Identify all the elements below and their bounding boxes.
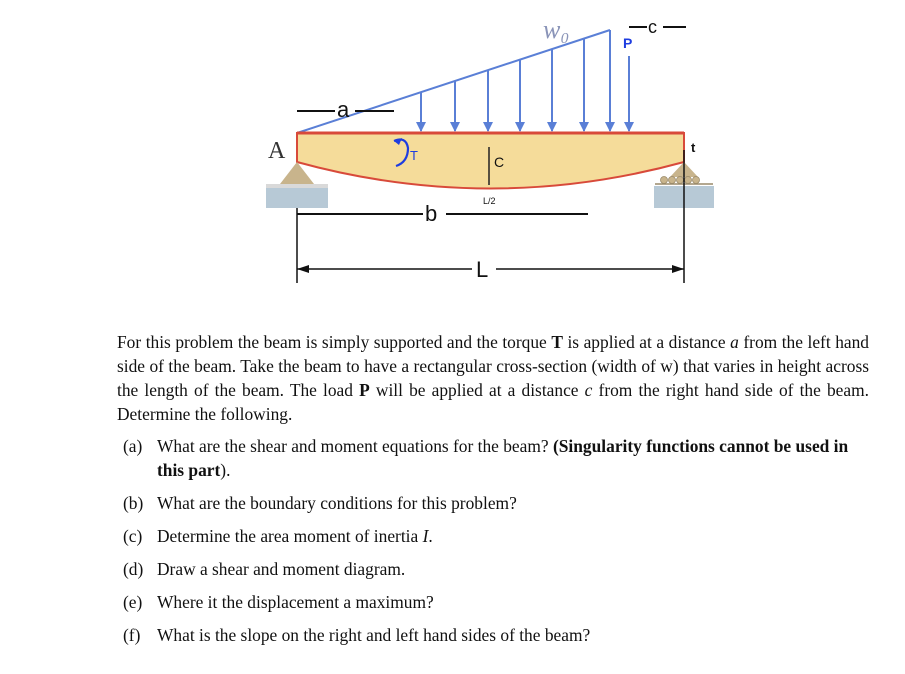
- label-a: a: [337, 97, 350, 122]
- question-a: (a) What are the shear and moment equations for the beam? (Singularity functions cannot be used in this part).: [123, 436, 849, 480]
- question-f: (f) What is the slope on the right and left hand sides of the beam?: [123, 625, 591, 645]
- pin-support: [266, 162, 328, 208]
- beam-diagram: [0, 0, 905, 300]
- tapered-beam: [297, 133, 684, 189]
- label-c: c: [648, 17, 657, 37]
- label-b: b: [425, 201, 438, 226]
- label-T: T: [410, 148, 418, 163]
- label-w0: w₀: [543, 15, 570, 44]
- question-c: (c) Determine the area moment of inertia I.: [123, 526, 433, 546]
- problem-statement: For this problem the beam is simply supported and the torque T is applied at a distance a from the left hand side of the beam. Take the beam to have a rectangular cross-section (width of w) that varies in height across the length of the beam. The load P will be applied at a distance c from the right hand side of the beam. Determine the following.: [117, 332, 869, 424]
- label-t: t: [691, 140, 696, 155]
- label-A: A: [268, 138, 286, 164]
- question-d: (d) Draw a shear and moment diagram.: [123, 559, 406, 579]
- label-half-L: L/2: [483, 196, 496, 206]
- question-b: (b) What are the boundary conditions for this problem?: [123, 493, 517, 513]
- label-P: P: [623, 35, 633, 51]
- label-C: C: [494, 154, 505, 170]
- question-e: (e) Where it the displacement a maximum?: [123, 592, 434, 612]
- label-L: L: [476, 257, 489, 282]
- problem-text: [117, 330, 869, 647]
